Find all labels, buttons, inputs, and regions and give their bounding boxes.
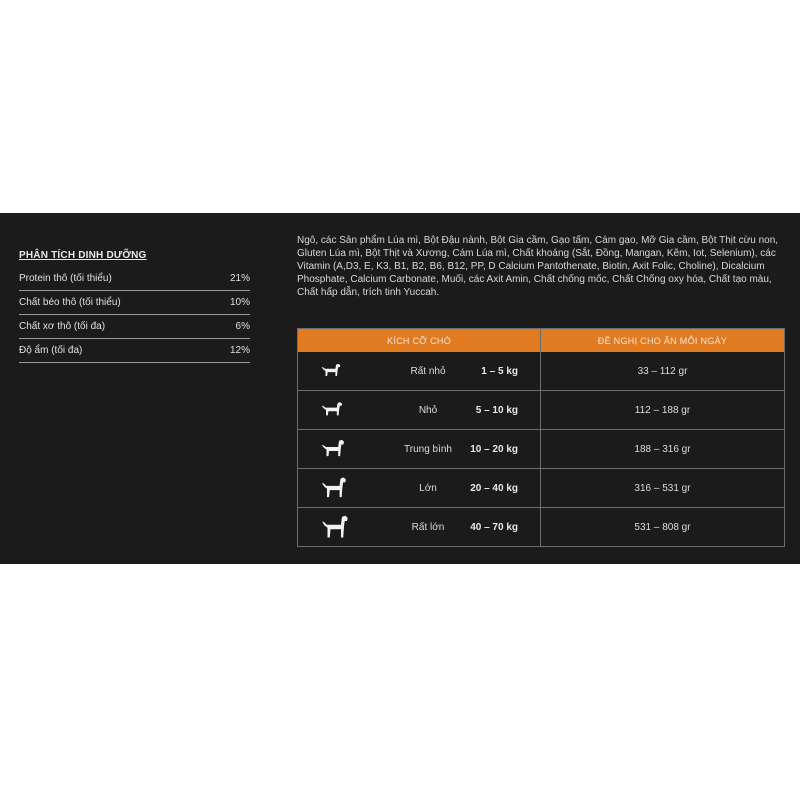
- table-row: [298, 390, 784, 429]
- nutrition-value: 21%: [229, 273, 250, 284]
- dog-large-icon: [320, 476, 348, 500]
- table-row: [298, 352, 784, 390]
- feeding-table: [297, 328, 785, 547]
- dog-small-icon: [320, 362, 342, 380]
- dog-weight-range: 1 – 5 kg: [481, 365, 518, 377]
- header-dog-size: KÍCH CỠ CHÓ: [298, 329, 541, 352]
- nutrition-value: 6%: [235, 321, 250, 332]
- table-row: [298, 468, 784, 507]
- dog-weight-range: 10 – 20 kg: [470, 443, 518, 455]
- daily-amount: 33 – 112 gr: [637, 365, 688, 377]
- nutrition-row: [19, 315, 250, 339]
- dog-size-label: Trung bình: [404, 443, 452, 455]
- daily-amount: 188 – 316 gr: [634, 443, 691, 455]
- nutrition-label: Độ ẩm (tối đa): [19, 345, 83, 356]
- table-row: [298, 429, 784, 468]
- nutrition-title: PHÂN TÍCH DINH DƯỠNG: [19, 250, 147, 261]
- daily-amount: 316 – 531 gr: [634, 482, 691, 494]
- feeding-table-header: [298, 329, 784, 352]
- daily-amount: 531 – 808 gr: [634, 521, 691, 533]
- dog-size-label: Nhỏ: [418, 404, 438, 416]
- dog-weight-range: 40 – 70 kg: [470, 521, 518, 533]
- dog-size-label: Lớn: [419, 482, 437, 494]
- table-row: [298, 507, 784, 546]
- nutrition-label: Protein thô (tối thiểu): [19, 273, 112, 284]
- nutrition-row: [19, 291, 250, 315]
- dog-weight-range: 20 – 40 kg: [470, 482, 518, 494]
- nutrition-value: 12%: [229, 345, 250, 356]
- header-daily-amount: ĐỀ NGHỊ CHO ĂN MỖI NGÀY: [597, 335, 728, 346]
- nutrition-analysis: [19, 249, 250, 363]
- dog-small-icon: [320, 400, 344, 420]
- nutrition-value: 10%: [229, 297, 250, 308]
- dog-weight-range: 5 – 10 kg: [475, 404, 518, 416]
- dog-size-label: Rất lớn: [411, 521, 445, 533]
- product-info-panel: [0, 213, 800, 564]
- dog-size-label: Rất nhỏ: [410, 365, 446, 377]
- nutrition-row: [19, 267, 250, 291]
- ingredients-text: Ngô, các Sản phẩm Lúa mì, Bột Đậu nành, Bột Gia cầm, Gạo tấm, Cám gạo, Mỡ Gia cầm, Bột Thịt cừu non, Gluten Lúa mì, Bột Thịt và Xương, Cám Lúa mì, Chất khoáng (Sắt, Đồng, Mangan, Kẽm, Iot, Selenium), các Vitamin (A,D3, E, K3, B1, B2, B6, B12, PP, D Calcium Pantothenate, Biotin, Axit Folic, Choline), Dicalcium Phosphate, Calcium Carbonate, Muối, các Axit Amin, Chất chống mốc, Chất Chống oxy hóa, Chất tạo màu, Chất hấp dẫn, trích tinh Yuccah.: [297, 235, 779, 298]
- daily-amount: 112 – 188 gr: [634, 404, 691, 416]
- dog-medium-icon: [320, 438, 346, 460]
- nutrition-row: [19, 339, 250, 363]
- nutrition-label: Chất béo thô (tối thiểu): [19, 297, 121, 308]
- dog-xlarge-icon: [320, 514, 350, 540]
- nutrition-label: Chất xơ thô (tối đa): [19, 321, 106, 332]
